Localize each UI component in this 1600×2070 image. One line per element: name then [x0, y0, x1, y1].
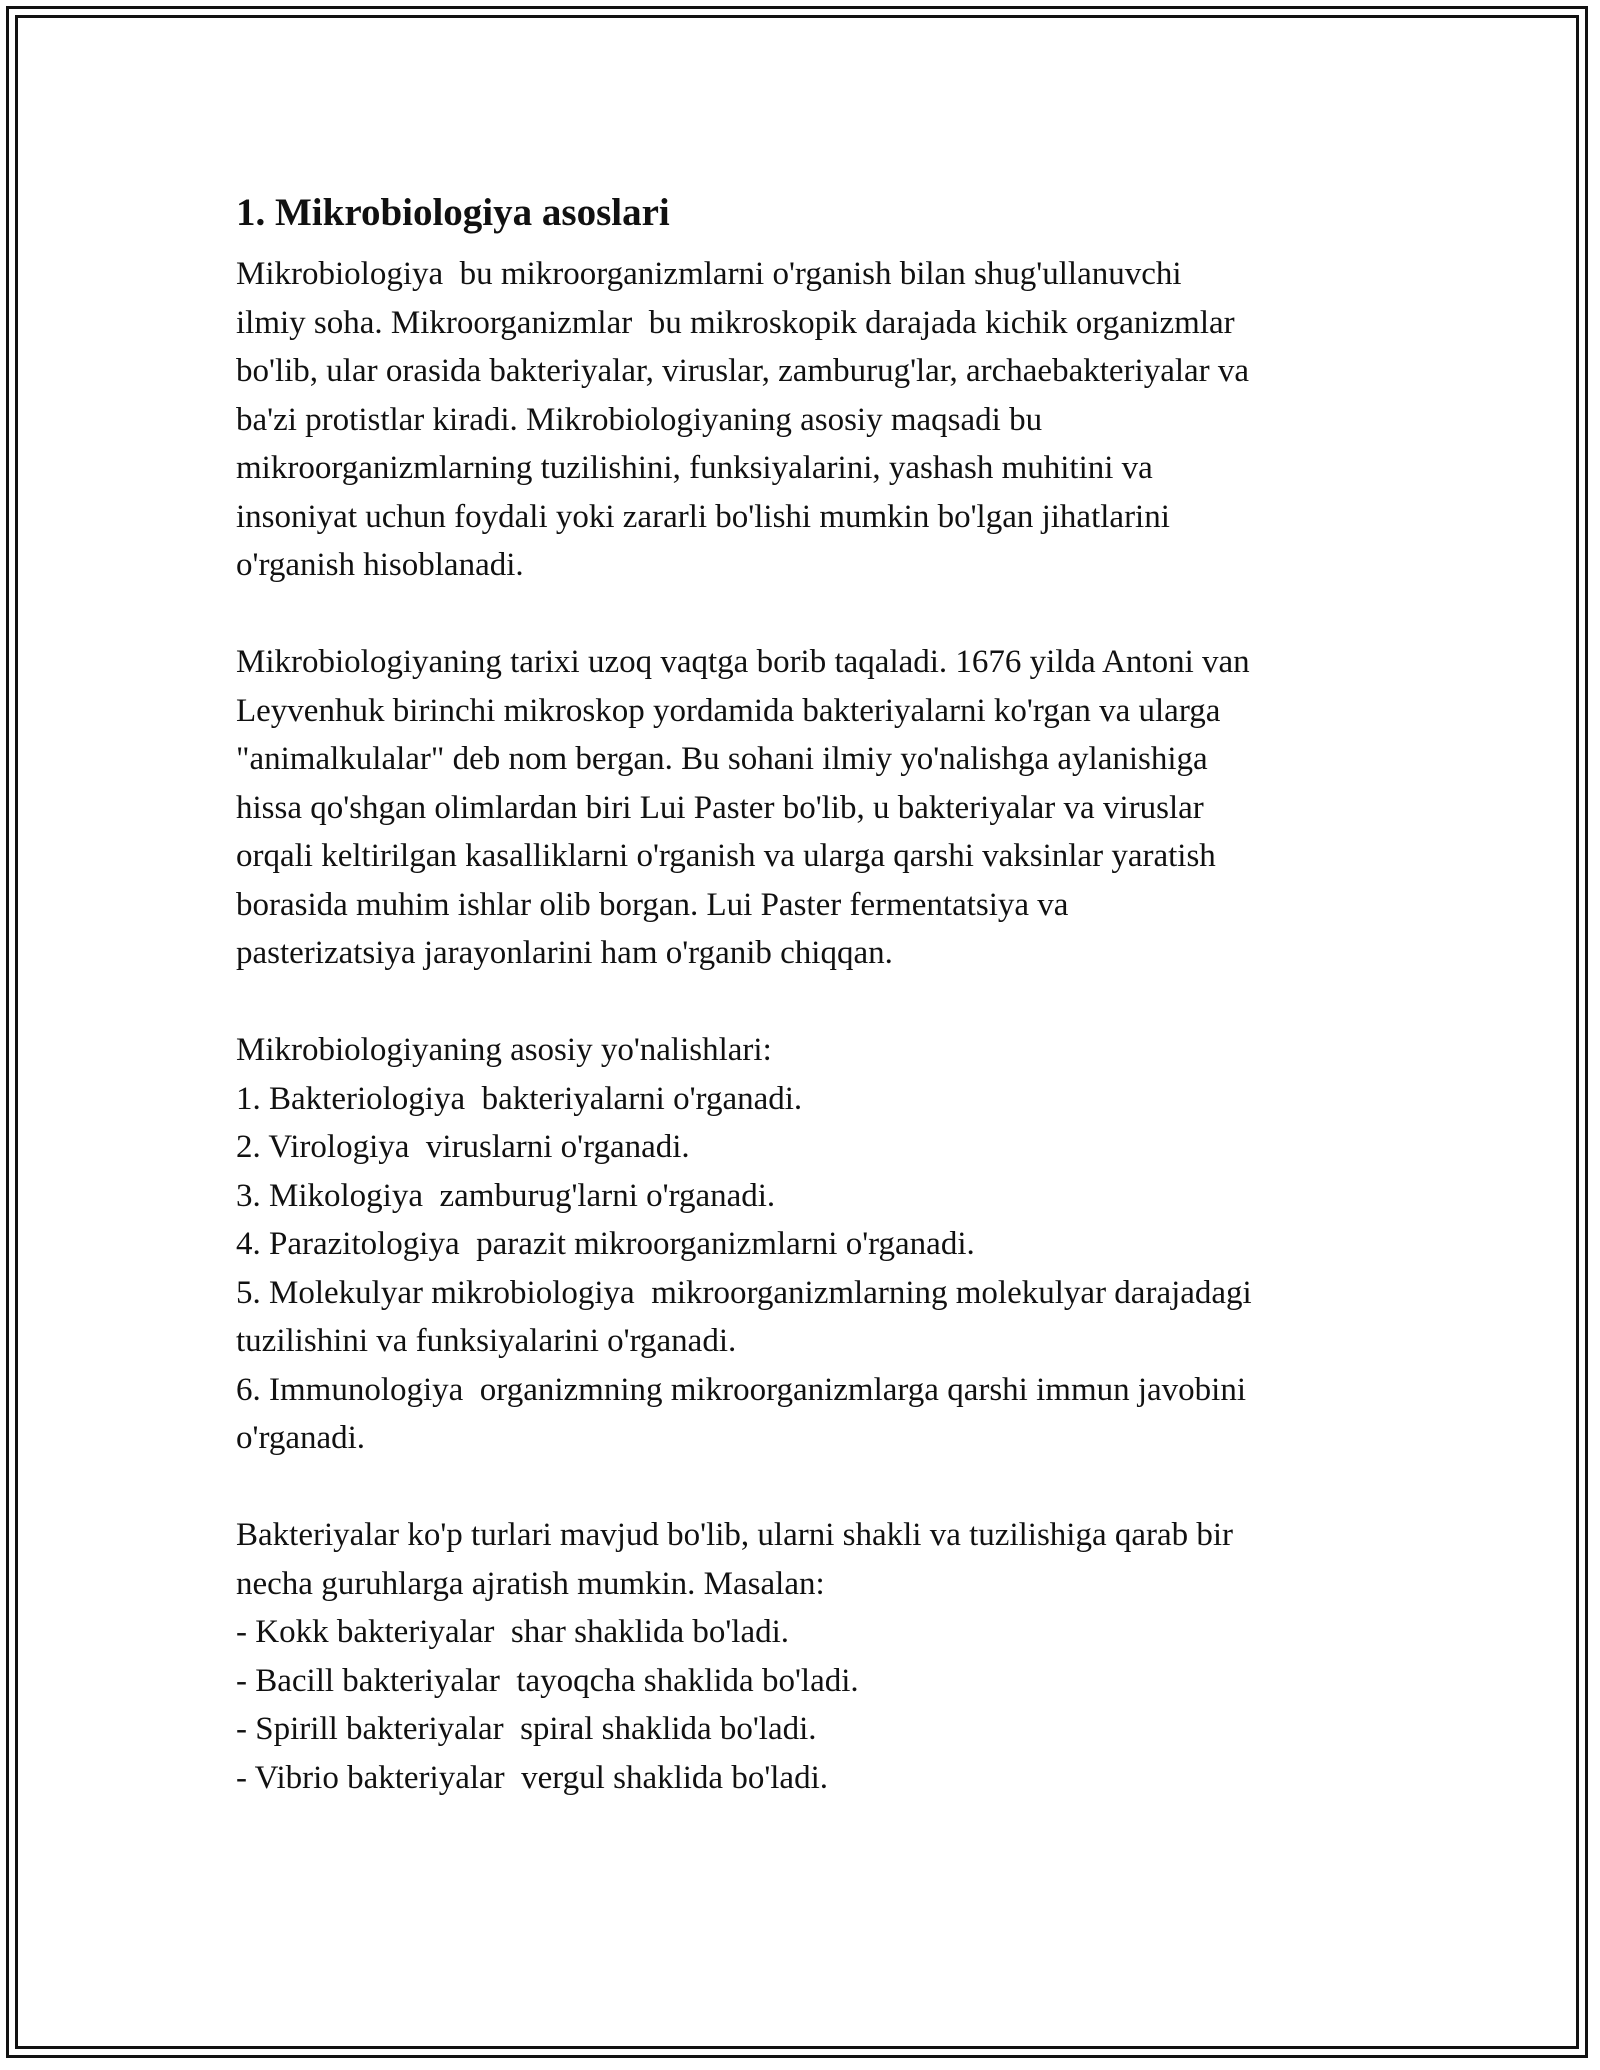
- paragraph-gap: [236, 590, 1376, 639]
- paragraph: [236, 1026, 1376, 1463]
- text-line: mikroorganizmlarning tuzilishini, funksiyalarini, yashash muhitini va: [236, 450, 1153, 486]
- text-line: ilmiy soha. Mikroorganizmlar bu mikroskopik darajada kichik organizmlar: [236, 304, 1235, 341]
- text-line: - Vibrio bakteriyalar vergul shaklida bo'ladi.: [236, 1759, 829, 1796]
- text-line: Mikrobiologiyaning tarixi uzoq vaqtga borib taqaladi. 1676 yilda Antoni van: [236, 644, 1250, 680]
- text-line: necha guruhlarga ajratish mumkin. Masalan:: [236, 1565, 825, 1602]
- text-line: Mikrobiologiya bu mikroorganizmlarni o'rganish bilan shug'ullanuvchi: [236, 256, 1182, 292]
- text-line: - Spirill bakteriyalar spiral shaklida bo'ladi.: [236, 1711, 817, 1747]
- text-line: - Kokk bakteriyalar shar shaklida bo'ladi.: [236, 1614, 790, 1650]
- text-line: 5. Molekulyar mikrobiologiya mikroorganizmlarning molekulyar darajadagi: [236, 1274, 1252, 1311]
- text-line: 3. Mikologiya zamburug'larni o'rganadi.: [236, 1177, 776, 1214]
- text-line: 2. Virologiya viruslarni o'rganadi.: [236, 1129, 690, 1165]
- text-line: tuzilishini va funksiyalarini o'rganadi.: [236, 1323, 737, 1359]
- paragraph: [236, 1511, 1376, 1802]
- text-line: Bakteriyalar ko'p turlari mavjud bo'lib, ularni shakli va tuzilishiga qarab bir: [236, 1517, 1234, 1553]
- text-line: o'rganish hisoblanadi.: [236, 547, 524, 583]
- text-line: Mikrobiologiyaning asosiy yo'nalishlari:: [236, 1032, 772, 1068]
- text-line: o'rganadi.: [236, 1420, 366, 1456]
- section-heading: 1. Mikrobiologiya asoslari: [236, 191, 670, 234]
- text-line: 1. Bakteriologiya bakteriyalarni o'rganadi.: [236, 1080, 803, 1117]
- paragraph: [236, 638, 1376, 978]
- document-body: [236, 188, 1376, 1802]
- text-line: 4. Parazitologiya parazit mikroorganizmlarni o'rganadi.: [236, 1226, 975, 1262]
- text-line: - Bacill bakteriyalar tayoqcha shaklida bo'ladi.: [236, 1662, 859, 1699]
- text-line: insoniyat uchun foydali yoki zararli bo'lishi mumkin bo'lgan jihatlarini: [236, 498, 1170, 535]
- text-line: ba'zi protistlar kiradi. Mikrobiologiyaning asosiy maqsadi bu: [236, 401, 1043, 438]
- text-line: bo'lib, ular orasida bakteriyalar, viruslar, zamburug'lar, archaebakteriyalar va: [236, 353, 1250, 389]
- text-line: borasida muhim ishlar olib borgan. Lui Paster fermentatsiya va: [236, 886, 1069, 923]
- text-line: Leyvenhuk birinchi mikroskop yordamida bakteriyalarni ko'rgan va ularga: [236, 692, 1221, 729]
- text-line: hissa qo'shgan olimlardan biri Lui Paster bo'lib, u bakteriyalar va viruslar: [236, 789, 1204, 826]
- paragraphs-container: [236, 250, 1376, 1802]
- paragraph-gap: [236, 978, 1376, 1027]
- paragraph-gap: [236, 1463, 1376, 1512]
- text-line: 6. Immunologiya organizmning mikroorganizmlarga qarshi immun javobini: [236, 1371, 1247, 1408]
- text-line: "animalkulalar" deb nom bergan. Bu sohani ilmiy yo'nalishga aylanishiga: [236, 741, 1208, 777]
- paragraph: [236, 250, 1376, 590]
- text-line: pasterizatsiya jarayonlarini ham o'rganib chiqqan.: [236, 935, 893, 971]
- text-line: orqali keltirilgan kasalliklarni o'rganish va ularga qarshi vaksinlar yaratish: [236, 838, 1216, 874]
